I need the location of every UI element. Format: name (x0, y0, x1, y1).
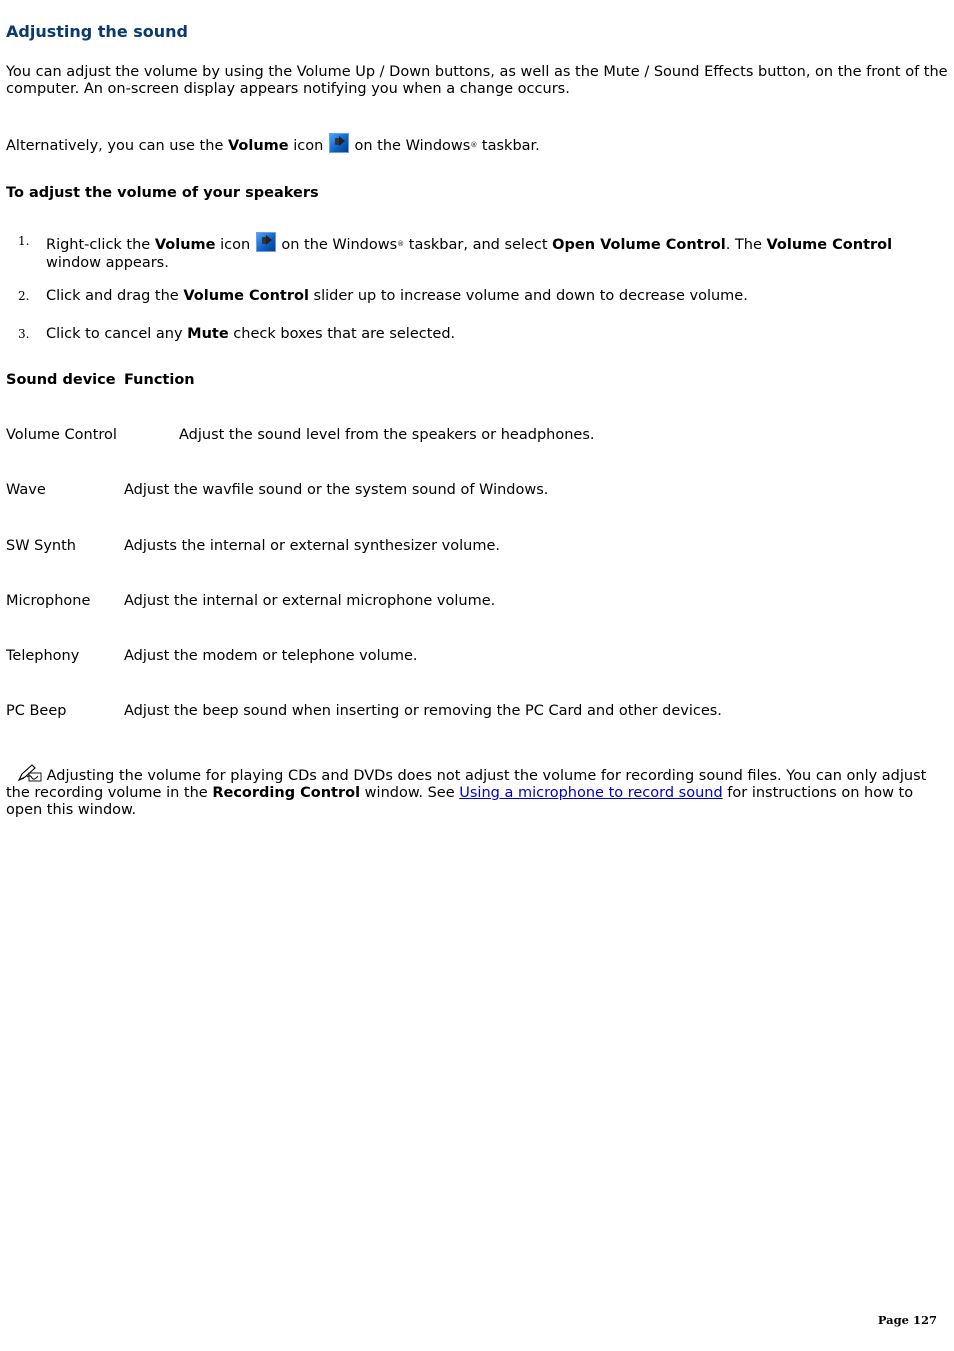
step-bold: Volume (154, 237, 216, 253)
table-cell-function: Adjust the beep sound when inserting or removing the PC Card and other devices. (124, 703, 722, 719)
step-number: 2. (18, 289, 30, 303)
alt-text-end: taskbar. (477, 138, 540, 154)
alternative-paragraph (6, 133, 948, 155)
step-number: 3. (18, 327, 30, 341)
step-text-part: icon (215, 237, 255, 253)
table-cell-function: Adjust the sound level from the speakers or headphones. (179, 427, 595, 443)
step-text (46, 232, 926, 272)
step-text-part: taskbar, and select (404, 237, 553, 253)
table-cell-function: Adjusts the internal or external synthesizer volume. (124, 538, 500, 554)
table-cell-device: SW Synth (6, 538, 77, 554)
pencil-note-icon (16, 764, 42, 782)
step-bold: Volume Control (766, 237, 893, 253)
record-sound-link[interactable]: Using a microphone to record sound (459, 785, 723, 801)
table-cell-device: Wave (6, 482, 46, 498)
table-header-function: Function (124, 372, 195, 388)
note-text-part: Adjusting the volume for playing CDs and DVDs does not adjust the volume for recording sound files. You can only adjust the recording volume in the (6, 768, 927, 801)
note-text-part: window. See (360, 785, 460, 801)
table-cell-function: Adjust the modem or telephone volume. (124, 648, 418, 664)
page-title: Adjusting the sound (6, 22, 188, 41)
step-text-part: window appears. (46, 255, 169, 271)
note-bold: Recording Control (212, 785, 361, 801)
step-text-part: Click and drag the (46, 288, 184, 304)
table-cell-device: Microphone (6, 593, 91, 609)
step-bold: Open Volume Control (552, 237, 726, 253)
table-cell-function: Adjust the wavfile sound or the system sound of Windows. (124, 482, 549, 498)
intro-paragraph: You can adjust the volume by using the Volume Up / Down buttons, as well as the Mute / Sound Effects button, on the front of the computer. An on-screen display appears notifying you when a change occurs. (6, 64, 948, 97)
table-cell-function: Adjust the internal or external microphone volume. (124, 593, 496, 609)
note-paragraph (6, 764, 948, 819)
step-text (46, 325, 926, 343)
volume-icon (329, 133, 349, 153)
section-subheading: To adjust the volume of your speakers (6, 185, 319, 201)
step-text-part: slider up to increase volume and down to decrease volume. (308, 288, 748, 304)
step-text-part: Right-click the (46, 237, 155, 253)
step-number: 1. (18, 234, 30, 248)
page-number: Page 127 (877, 1313, 937, 1327)
registered-mark: ® (470, 141, 478, 149)
registered-mark: ® (397, 240, 405, 248)
step-bold: Volume Control (183, 288, 309, 304)
step-text-part: check boxes that are selected. (228, 326, 456, 342)
alt-text-mid: icon (288, 138, 328, 154)
table-cell-device: PC Beep (6, 703, 67, 719)
step-text-part: Click to cancel any (46, 326, 188, 342)
table-cell-device: Volume Control (6, 427, 117, 443)
step-text-part: on the Windows (276, 237, 398, 253)
alt-text-prefix: Alternatively, you can use the (6, 138, 228, 154)
volume-icon (256, 232, 276, 252)
table-cell-device: Telephony (6, 648, 80, 664)
note-text-part: for instructions on how to open this window. (6, 785, 914, 818)
alt-bold-volume: Volume (227, 138, 289, 154)
table-header-device: Sound device (6, 372, 116, 388)
step-text (46, 287, 926, 305)
step-text-part: . The (725, 237, 767, 253)
step-bold: Mute (187, 326, 229, 342)
alt-text-suffix: on the Windows (349, 138, 471, 154)
